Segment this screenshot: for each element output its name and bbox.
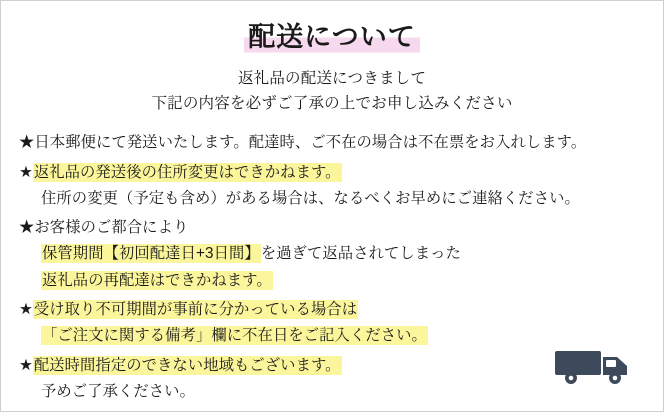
highlighted-text: 「ご注文に関する備考」欄に不在日をご記入ください。: [42, 327, 427, 345]
plain-text: ★: [19, 301, 33, 318]
highlighted-text: 返礼品の再配達はできかねます。: [42, 271, 272, 289]
subtitle-line-1: 返礼品の配送につきまして: [237, 70, 427, 87]
notice-block: [19, 130, 649, 156]
plain-text: ★: [19, 163, 33, 181]
notice-line: [19, 186, 649, 212]
page-title-wrap: [1, 1, 663, 54]
plain-text: ★日本郵便にて発送いたします。配達時、ご不在の場合は不在票をお入れします。: [19, 134, 587, 152]
plain-text: ★お客様のご都合により: [19, 219, 189, 237]
notice-line: [19, 268, 649, 294]
delivery-truck-icon: [553, 335, 639, 387]
notice-line: [19, 130, 649, 156]
highlighted-text: 配送時間指定のできない地域もございます。: [33, 356, 341, 374]
highlighted-text: 受け取り不可期間が事前に分かっている場合は: [33, 301, 358, 318]
notice-line: [19, 241, 649, 267]
plain-text: を過ぎて返品されてしまった: [260, 245, 461, 263]
plain-text: 住所の変更（予定も含め）がある場合は、なるべくお早めにご連絡ください。: [41, 189, 580, 207]
subtitle-line-2: 下記の内容を必ずご了承の上でお申し込みください: [151, 95, 513, 113]
notice-block: [19, 215, 649, 294]
notice-line: [19, 160, 649, 186]
plain-text: 予めご了承ください。: [41, 382, 195, 400]
notice-line: [19, 215, 649, 241]
notice-line: [19, 297, 649, 323]
subtitle: [1, 66, 663, 116]
plain-text: ★: [19, 356, 33, 374]
highlighted-text: 返礼品の発送後の住所変更はできかねます。: [33, 163, 341, 181]
page-title: 配送について: [244, 15, 419, 54]
highlighted-text: 保管期間【初回配達日+3日間】: [42, 245, 260, 263]
notice-block: [19, 160, 649, 213]
